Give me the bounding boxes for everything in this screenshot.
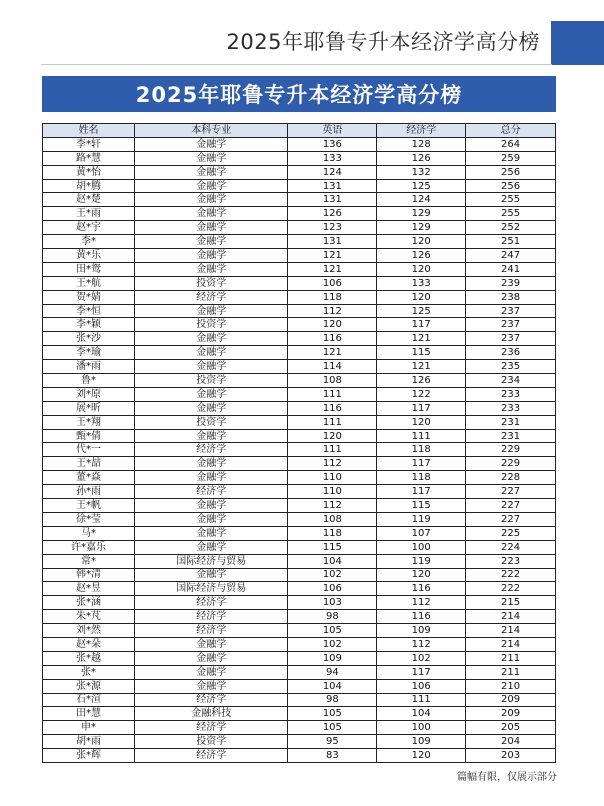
cell-major: 投资学 [134, 276, 288, 290]
cell-major: 金融学 [134, 637, 288, 651]
cell-english: 104 [288, 679, 377, 693]
cell-total: 233 [466, 387, 556, 401]
cell-major: 经济学 [134, 721, 288, 735]
cell-name: 马* [43, 526, 135, 540]
cell-total: 264 [466, 137, 556, 151]
cell-economics: 119 [377, 512, 466, 526]
cell-total: 214 [466, 637, 556, 651]
cell-english: 109 [288, 651, 377, 665]
table-row [43, 137, 556, 151]
cell-total: 214 [466, 624, 556, 638]
column-header-english: 英语 [288, 124, 377, 138]
cell-name: 黄*怡 [43, 165, 135, 179]
cell-english: 112 [288, 457, 377, 471]
cell-total: 237 [466, 318, 556, 332]
cell-english: 105 [288, 707, 377, 721]
cell-name: 刘*然 [43, 624, 135, 638]
table-row [43, 471, 556, 485]
table-row [43, 582, 556, 596]
cell-name: 路*慧 [43, 151, 135, 165]
table-row [43, 457, 556, 471]
cell-total: 227 [466, 485, 556, 499]
cell-total: 209 [466, 693, 556, 707]
table-row [43, 304, 556, 318]
cell-economics: 111 [377, 693, 466, 707]
cell-name: 王*航 [43, 276, 135, 290]
cell-english: 110 [288, 471, 377, 485]
cell-major: 金融学 [134, 665, 288, 679]
header-accent-block [551, 21, 604, 65]
cell-economics: 117 [377, 401, 466, 415]
column-header-major: 本科专业 [134, 124, 288, 138]
table-header-row [43, 124, 556, 138]
cell-english: 106 [288, 582, 377, 596]
table-row [43, 512, 556, 526]
cell-english: 110 [288, 485, 377, 499]
cell-english: 126 [288, 207, 377, 221]
table-row [43, 387, 556, 401]
cell-name: 许*嘉乐 [43, 540, 135, 554]
cell-name: 韩*清 [43, 568, 135, 582]
cell-economics: 109 [377, 735, 466, 749]
cell-major: 投资学 [134, 318, 288, 332]
table-row [43, 151, 556, 165]
cell-english: 133 [288, 151, 377, 165]
cell-economics: 102 [377, 651, 466, 665]
cell-english: 131 [288, 193, 377, 207]
table-row [43, 249, 556, 263]
cell-major: 经济学 [134, 485, 288, 499]
table-row [43, 415, 556, 429]
cell-major: 金融学 [134, 499, 288, 513]
cell-name: 常* [43, 554, 135, 568]
table-row [43, 637, 556, 651]
cell-english: 118 [288, 290, 377, 304]
table-row [43, 707, 556, 721]
cell-english: 108 [288, 512, 377, 526]
cell-major: 经济学 [134, 290, 288, 304]
cell-english: 83 [288, 749, 377, 763]
cell-economics: 121 [377, 332, 466, 346]
cell-english: 111 [288, 387, 377, 401]
table-row [43, 568, 556, 582]
cell-english: 120 [288, 429, 377, 443]
cell-name: 黄*乐 [43, 249, 135, 263]
cell-major: 金融学 [134, 165, 288, 179]
cell-name: 张*越 [43, 651, 135, 665]
cell-name: 赵*昱 [43, 582, 135, 596]
cell-economics: 124 [377, 193, 466, 207]
cell-english: 131 [288, 235, 377, 249]
cell-english: 94 [288, 665, 377, 679]
cell-total: 239 [466, 276, 556, 290]
cell-english: 131 [288, 179, 377, 193]
cell-english: 123 [288, 221, 377, 235]
cell-total: 204 [466, 735, 556, 749]
cell-total: 238 [466, 290, 556, 304]
cell-economics: 120 [377, 749, 466, 763]
cell-major: 金融学 [134, 332, 288, 346]
cell-economics: 120 [377, 415, 466, 429]
cell-major: 经济学 [134, 624, 288, 638]
cell-economics: 104 [377, 707, 466, 721]
cell-economics: 125 [377, 304, 466, 318]
cell-major: 投资学 [134, 735, 288, 749]
cell-name: 朱*芃 [43, 610, 135, 624]
table-row [43, 360, 556, 374]
cell-total: 247 [466, 249, 556, 263]
cell-economics: 117 [377, 485, 466, 499]
cell-major: 金融学 [134, 346, 288, 360]
cell-english: 98 [288, 610, 377, 624]
cell-major: 投资学 [134, 415, 288, 429]
page-header-title: 2025年耶鲁专升本经济学高分榜 [226, 30, 540, 54]
table-row [43, 221, 556, 235]
cell-total: 205 [466, 721, 556, 735]
cell-english: 136 [288, 137, 377, 151]
cell-total: 255 [466, 193, 556, 207]
cell-english: 104 [288, 554, 377, 568]
cell-name: 代*一 [43, 443, 135, 457]
cell-economics: 118 [377, 443, 466, 457]
cell-total: 255 [466, 207, 556, 221]
cell-name: 王*雨 [43, 207, 135, 221]
cell-major: 金融学 [134, 401, 288, 415]
cell-total: 209 [466, 707, 556, 721]
cell-name: 张* [43, 665, 135, 679]
table-row [43, 651, 556, 665]
cell-name: 赵*宇 [43, 221, 135, 235]
cell-economics: 120 [377, 568, 466, 582]
cell-total: 214 [466, 610, 556, 624]
cell-economics: 120 [377, 290, 466, 304]
cell-name: 王*翔 [43, 415, 135, 429]
table-row [43, 624, 556, 638]
cell-major: 金融学 [134, 137, 288, 151]
cell-english: 118 [288, 526, 377, 540]
cell-major: 经济学 [134, 610, 288, 624]
cell-english: 116 [288, 401, 377, 415]
cell-name: 李*恒 [43, 304, 135, 318]
cell-total: 235 [466, 360, 556, 374]
cell-total: 236 [466, 346, 556, 360]
cell-economics: 116 [377, 582, 466, 596]
cell-name: 李*瑜 [43, 346, 135, 360]
cell-name: 胡*腾 [43, 179, 135, 193]
table-row [43, 610, 556, 624]
cell-major: 金融学 [134, 179, 288, 193]
cell-total: 215 [466, 596, 556, 610]
cell-major: 经济学 [134, 693, 288, 707]
cell-economics: 100 [377, 721, 466, 735]
cell-total: 256 [466, 165, 556, 179]
cell-name: 李* [43, 235, 135, 249]
cell-total: 222 [466, 582, 556, 596]
cell-total: 228 [466, 471, 556, 485]
cell-name: 刘*原 [43, 387, 135, 401]
table-row [43, 332, 556, 346]
table-row [43, 262, 556, 276]
cell-major: 金融学 [134, 387, 288, 401]
cell-major: 金融学 [134, 360, 288, 374]
cell-major: 金融学 [134, 568, 288, 582]
cell-major: 金融学 [134, 221, 288, 235]
cell-economics: 117 [377, 457, 466, 471]
cell-major: 国际经济与贸易 [134, 582, 288, 596]
cell-economics: 122 [377, 387, 466, 401]
cell-english: 111 [288, 415, 377, 429]
cell-economics: 112 [377, 596, 466, 610]
cell-total: 210 [466, 679, 556, 693]
cell-name: 孙*雨 [43, 485, 135, 499]
cell-major: 金融学 [134, 193, 288, 207]
cell-english: 98 [288, 693, 377, 707]
cell-economics: 106 [377, 679, 466, 693]
cell-major: 金融学 [134, 235, 288, 249]
cell-english: 105 [288, 624, 377, 638]
table-row [43, 290, 556, 304]
score-table [42, 123, 556, 763]
cell-total: 231 [466, 415, 556, 429]
cell-total: 223 [466, 554, 556, 568]
cell-major: 经济学 [134, 596, 288, 610]
cell-major: 金融学 [134, 540, 288, 554]
table-row [43, 526, 556, 540]
cell-english: 114 [288, 360, 377, 374]
cell-name: 张*涵 [43, 596, 135, 610]
cell-economics: 126 [377, 151, 466, 165]
cell-total: 225 [466, 526, 556, 540]
cell-name: 李*颖 [43, 318, 135, 332]
table-row [43, 346, 556, 360]
cell-name: 鲁* [43, 374, 135, 388]
cell-major: 经济学 [134, 749, 288, 763]
cell-economics: 129 [377, 207, 466, 221]
cell-economics: 119 [377, 554, 466, 568]
cell-english: 124 [288, 165, 377, 179]
cell-total: 233 [466, 401, 556, 415]
cell-major: 金融学 [134, 207, 288, 221]
cell-economics: 116 [377, 610, 466, 624]
cell-economics: 117 [377, 665, 466, 679]
cell-total: 234 [466, 374, 556, 388]
cell-economics: 120 [377, 235, 466, 249]
table-row [43, 193, 556, 207]
cell-name: 田*鸳 [43, 262, 135, 276]
table-row [43, 679, 556, 693]
cell-name: 赵*楚 [43, 193, 135, 207]
cell-total: 227 [466, 512, 556, 526]
table-row [43, 429, 556, 443]
table-title-banner: 2025年耶鲁专升本经济学高分榜 [42, 76, 556, 112]
cell-english: 115 [288, 540, 377, 554]
cell-name: 展*昕 [43, 401, 135, 415]
table-body [43, 137, 556, 762]
cell-name: 潘*雨 [43, 360, 135, 374]
cell-name: 张*沙 [43, 332, 135, 346]
cell-english: 121 [288, 249, 377, 263]
table-row [43, 235, 556, 249]
cell-economics: 121 [377, 360, 466, 374]
table-row [43, 693, 556, 707]
cell-total: 211 [466, 651, 556, 665]
cell-major: 金融学 [134, 304, 288, 318]
table-row [43, 596, 556, 610]
cell-english: 102 [288, 637, 377, 651]
table-row [43, 318, 556, 332]
cell-major: 国际经济与贸易 [134, 554, 288, 568]
cell-economics: 118 [377, 471, 466, 485]
cell-major: 金融学 [134, 512, 288, 526]
cell-name: 贺*婧 [43, 290, 135, 304]
cell-major: 金融学 [134, 457, 288, 471]
cell-english: 108 [288, 374, 377, 388]
cell-total: 203 [466, 749, 556, 763]
cell-economics: 115 [377, 499, 466, 513]
cell-total: 229 [466, 443, 556, 457]
cell-economics: 132 [377, 165, 466, 179]
cell-name: 李*轩 [43, 137, 135, 151]
table-row [43, 721, 556, 735]
cell-total: 229 [466, 457, 556, 471]
table-row [43, 207, 556, 221]
cell-name: 张*源 [43, 679, 135, 693]
cell-english: 106 [288, 276, 377, 290]
cell-english: 103 [288, 596, 377, 610]
table-row [43, 735, 556, 749]
column-header-name: 姓名 [43, 124, 135, 138]
cell-name: 张*辉 [43, 749, 135, 763]
cell-economics: 109 [377, 624, 466, 638]
cell-major: 金融学 [134, 429, 288, 443]
cell-total: 251 [466, 235, 556, 249]
cell-economics: 107 [377, 526, 466, 540]
table-row [43, 749, 556, 763]
table-row [43, 374, 556, 388]
column-header-total: 总分 [466, 124, 556, 138]
cell-name: 田*慧 [43, 707, 135, 721]
cell-english: 111 [288, 443, 377, 457]
cell-major: 经济学 [134, 443, 288, 457]
cell-english: 116 [288, 332, 377, 346]
cell-english: 121 [288, 262, 377, 276]
cell-economics: 125 [377, 179, 466, 193]
cell-total: 252 [466, 221, 556, 235]
cell-major: 金融学 [134, 151, 288, 165]
cell-major: 金融学 [134, 249, 288, 263]
cell-english: 102 [288, 568, 377, 582]
table-row [43, 485, 556, 499]
cell-economics: 115 [377, 346, 466, 360]
cell-major: 金融学 [134, 262, 288, 276]
cell-major: 投资学 [134, 374, 288, 388]
table-row [43, 401, 556, 415]
cell-name: 甄*倩 [43, 429, 135, 443]
cell-total: 259 [466, 151, 556, 165]
cell-name: 徐*莹 [43, 512, 135, 526]
footnote: 篇幅有限，仅展示部分 [457, 772, 557, 783]
cell-name: 胡*雨 [43, 735, 135, 749]
cell-major: 金融学 [134, 471, 288, 485]
table-row [43, 554, 556, 568]
cell-economics: 117 [377, 318, 466, 332]
cell-name: 王*喆 [43, 457, 135, 471]
cell-economics: 100 [377, 540, 466, 554]
cell-economics: 128 [377, 137, 466, 151]
table-row [43, 499, 556, 513]
cell-major: 金融学 [134, 651, 288, 665]
cell-english: 112 [288, 499, 377, 513]
cell-major: 金融学 [134, 679, 288, 693]
cell-economics: 126 [377, 374, 466, 388]
column-header-economics: 经济学 [377, 124, 466, 138]
table-row [43, 443, 556, 457]
cell-economics: 112 [377, 637, 466, 651]
table-row [43, 276, 556, 290]
cell-total: 224 [466, 540, 556, 554]
cell-english: 120 [288, 318, 377, 332]
cell-total: 241 [466, 262, 556, 276]
cell-name: 董*焱 [43, 471, 135, 485]
cell-english: 95 [288, 735, 377, 749]
header-divider [41, 64, 552, 65]
cell-english: 121 [288, 346, 377, 360]
cell-economics: 129 [377, 221, 466, 235]
table-row [43, 540, 556, 554]
cell-name: 石*渲 [43, 693, 135, 707]
table-row [43, 665, 556, 679]
cell-name: 王*帆 [43, 499, 135, 513]
cell-total: 237 [466, 332, 556, 346]
cell-total: 211 [466, 665, 556, 679]
cell-name: 申* [43, 721, 135, 735]
cell-name: 赵*朵 [43, 637, 135, 651]
table-row [43, 165, 556, 179]
cell-total: 222 [466, 568, 556, 582]
cell-major: 金融科技 [134, 707, 288, 721]
cell-total: 256 [466, 179, 556, 193]
cell-economics: 120 [377, 262, 466, 276]
cell-economics: 133 [377, 276, 466, 290]
table-row [43, 179, 556, 193]
cell-economics: 111 [377, 429, 466, 443]
cell-major: 金融学 [134, 526, 288, 540]
cell-english: 105 [288, 721, 377, 735]
cell-total: 227 [466, 499, 556, 513]
cell-economics: 126 [377, 249, 466, 263]
cell-total: 231 [466, 429, 556, 443]
cell-total: 237 [466, 304, 556, 318]
cell-english: 112 [288, 304, 377, 318]
